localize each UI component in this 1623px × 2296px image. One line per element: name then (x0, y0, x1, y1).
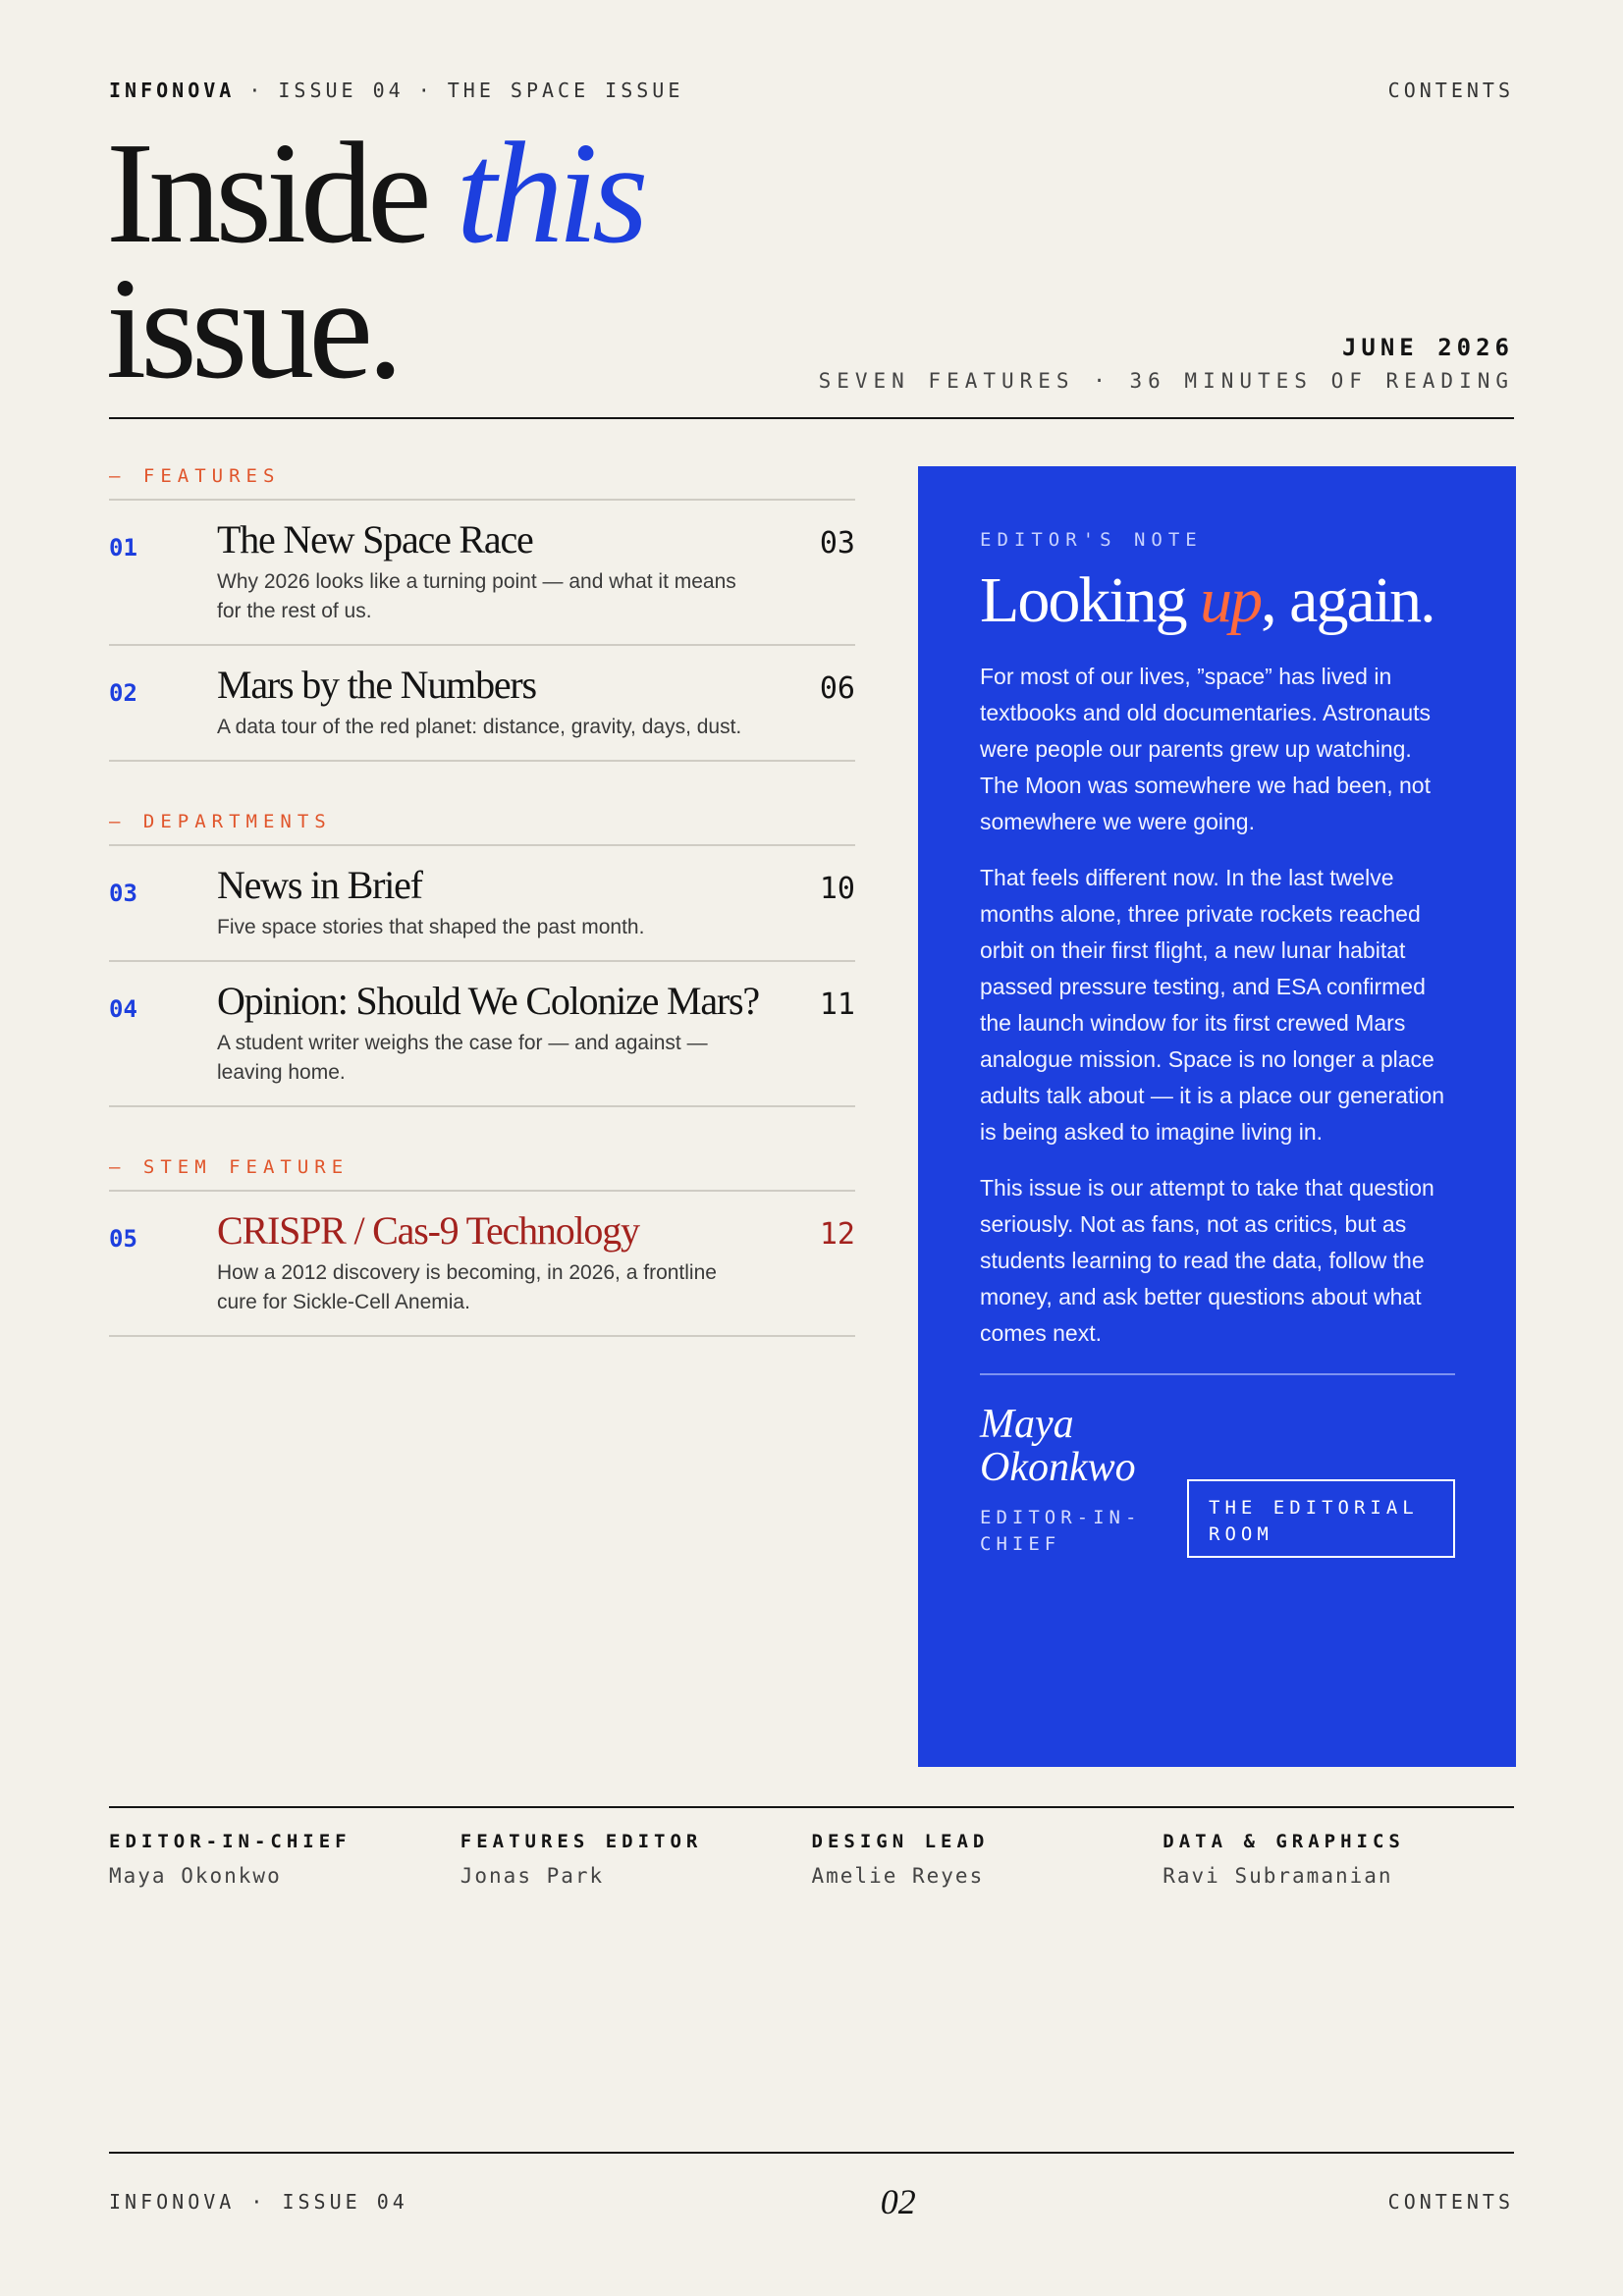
section-heading-departments: — DEPARTMENTS (109, 811, 855, 846)
entry-page-number: 10 (819, 872, 855, 906)
issue-meta (819, 334, 1514, 393)
entry-body (217, 518, 796, 626)
entry-body (217, 1209, 796, 1317)
table-of-contents (109, 465, 855, 1337)
toc-entry[interactable] (109, 846, 855, 962)
credit-role: EDITOR-IN-CHIEF (109, 1831, 352, 1852)
toc-entry[interactable] (109, 646, 855, 762)
page-number: 02 (880, 2182, 916, 2221)
panel-heading (980, 562, 1455, 639)
entry-number: 04 (109, 995, 137, 1023)
toc-entry[interactable] (109, 501, 855, 646)
credit-item (460, 1831, 812, 1888)
credit-person: Jonas Park (460, 1864, 605, 1888)
signature-role: EDITOR-IN-CHIEF (980, 1507, 1142, 1555)
issue-summary: SEVEN FEATURES · 36 MINUTES OF READING (818, 369, 1514, 393)
footer-brand: INFONOVA (109, 2190, 236, 2214)
note-paragraph: For most of our lives, ”space” has lived in textbooks and old documentaries. Astronauts were people our parents grew up watching. The Moon was somewhere we had been, not somewhere we were going. (980, 664, 1432, 834)
signature-block (980, 1403, 1455, 1558)
entry-page-number: 11 (819, 988, 855, 1022)
masthead-credits (109, 1831, 1514, 1888)
title-accent-word: this (456, 113, 643, 274)
entry-description: How a 2012 discovery is becoming, in 2026, a frontline cure for Sickle-Cell Anemia. (217, 1261, 717, 1313)
entry-page-number: 03 (819, 526, 855, 561)
page-footer (109, 2181, 1514, 2222)
divider (109, 2152, 1514, 2154)
entry-body (217, 864, 796, 942)
title-word: Inside (106, 113, 426, 274)
separator: · (417, 79, 434, 102)
entry-number: 05 (109, 1225, 137, 1253)
title-line-2: issue. (106, 248, 398, 409)
issue-date: JUNE 2026 (1341, 334, 1514, 361)
signature-name: Maya Okonkwo (980, 1402, 1136, 1490)
entry-number: 02 (109, 679, 137, 707)
heading-text: Looking (980, 564, 1201, 636)
entry-number: 03 (109, 880, 137, 907)
section-heading-stem: — STEM FEATURE (109, 1156, 855, 1192)
title-line-1 (106, 113, 643, 274)
footer-issue: ISSUE 04 (282, 2190, 408, 2214)
footer-contents-label: CONTENTS (1387, 2190, 1514, 2214)
heading-accent: up (1200, 564, 1262, 636)
brand-name: INFONOVA (109, 79, 236, 102)
divider (980, 1373, 1455, 1375)
entry-description: Why 2026 looks like a turning point — and what it means for the rest of us. (217, 570, 736, 622)
contents-label: CONTENTS (1387, 79, 1514, 102)
page-title (106, 113, 643, 409)
entry-body (217, 980, 796, 1088)
note-paragraph: This issue is our attempt to take that question seriously. Not as fans, not as critics, but as students learning to read the data, follow the money, and ask better questions about what comes next. (980, 1175, 1434, 1346)
entry-page-number: 06 (819, 671, 855, 706)
toc-entry[interactable] (109, 962, 855, 1107)
credit-person: Maya Okonkwo (109, 1864, 282, 1888)
entry-title: Opinion: Should We Colonize Mars? (217, 979, 759, 1023)
signature-text (980, 1403, 1166, 1558)
entry-body (217, 664, 796, 742)
note-paragraph: That feels different now. In the last twelve months alone, three private rockets reached orbit on their first flight, a new lunar habitat passed pressure testing, and ESA confirmed the launch window for its first crewed Mars analogue mission. Space is no longer a place adults talk about — it is a place our generation is being asked to imagine living in. (980, 865, 1445, 1145)
entry-description: Five space stories that shaped the past month. (217, 916, 645, 938)
entry-title: CRISPR / Cas-9 Technology (217, 1208, 639, 1253)
separator: · (248, 79, 265, 102)
divider (109, 1806, 1514, 1808)
credit-person: Ravi Subramanian (1163, 1864, 1393, 1888)
separator: · (250, 2190, 267, 2214)
section-heading-features: — FEATURES (109, 465, 855, 501)
credit-role: FEATURES EDITOR (460, 1831, 703, 1852)
issue-theme: THE SPACE ISSUE (447, 79, 684, 102)
credit-person: Amelie Reyes (811, 1864, 985, 1888)
footer-publication (109, 2190, 408, 2214)
entry-description: A data tour of the red planet: distance, gravity, days, dust. (217, 716, 742, 738)
credit-item (1163, 1831, 1514, 1888)
toc-entry[interactable] (109, 1192, 855, 1337)
divider (109, 417, 1514, 419)
entry-title: Mars by the Numbers (217, 663, 536, 707)
entry-page-number: 12 (819, 1217, 855, 1252)
credit-item (109, 1831, 460, 1888)
top-bar (109, 79, 1514, 102)
entry-title: The New Space Race (217, 517, 533, 561)
entry-title: News in Brief (217, 863, 422, 907)
credit-item (812, 1831, 1163, 1888)
heading-text: , again. (1261, 564, 1434, 636)
editors-note-panel (918, 466, 1516, 1767)
panel-label: EDITOR'S NOTE (980, 529, 1203, 551)
credit-role: DATA & GRAPHICS (1163, 1831, 1405, 1852)
entry-number: 01 (109, 534, 137, 561)
issue-label: ISSUE 04 (278, 79, 405, 102)
credit-role: DESIGN LEAD (811, 1831, 990, 1852)
publication-line (109, 79, 683, 102)
editorial-room-box: THE EDITORIAL ROOM (1187, 1479, 1455, 1558)
entry-description: A student writer weighs the case for — and against — leaving home. (217, 1032, 708, 1084)
